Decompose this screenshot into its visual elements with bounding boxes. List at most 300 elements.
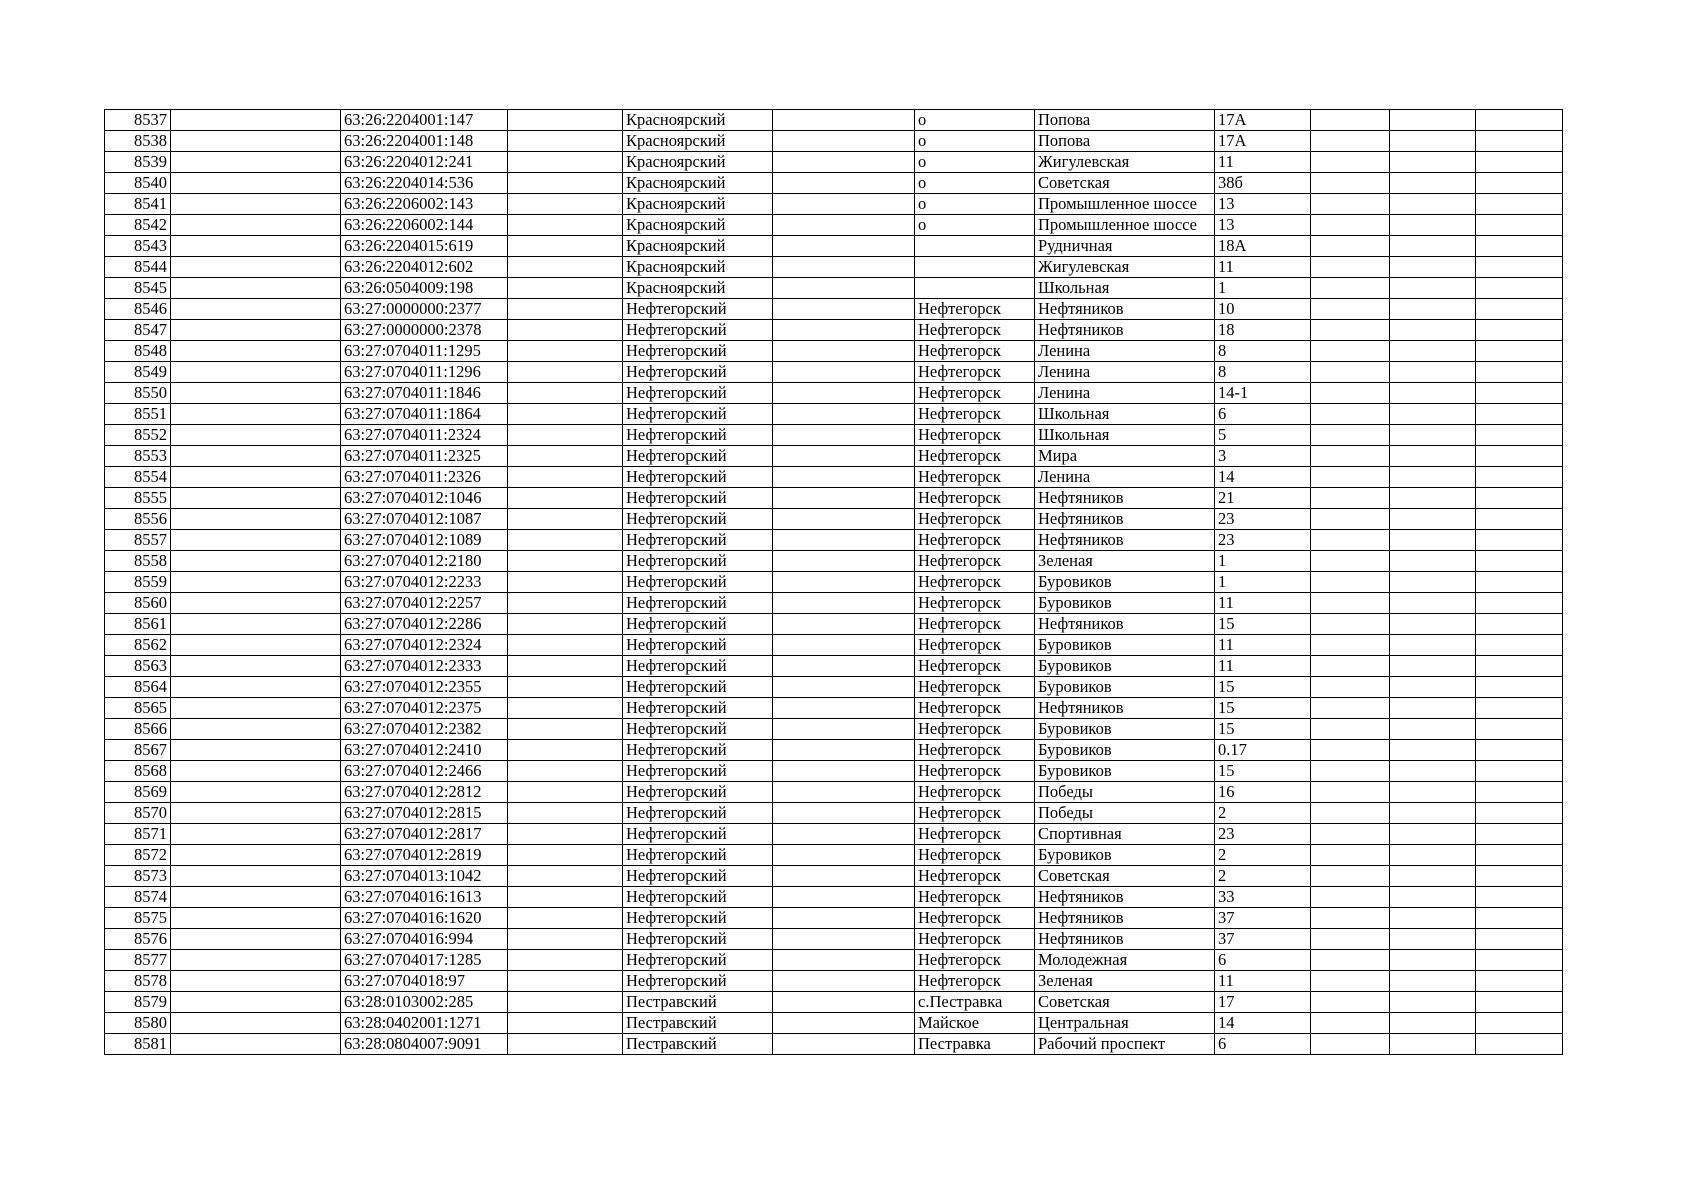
cell-blank-col-b [171,1034,341,1055]
cell-street: Молодежная [1035,950,1215,971]
cell-house-number: 6 [1215,404,1311,425]
cell-blank-col-f [773,257,915,278]
cell-cadastral-number: 63:27:0000000:2378 [341,320,508,341]
cell-street: Советская [1035,992,1215,1013]
cell-blank-col-k [1390,404,1476,425]
cell-house-number: 15 [1215,614,1311,635]
cell-blank-col-f [773,173,915,194]
cell-blank-col-d [508,383,623,404]
cell-house-number: 0.17 [1215,740,1311,761]
cell-blank-col-b [171,803,341,824]
table-row [105,950,1563,971]
cell-locality: Нефтегорск [915,887,1035,908]
cell-locality: с.Пестравка [915,992,1035,1013]
cell-blank-col-l [1476,215,1563,236]
cell-blank-col-j [1311,341,1390,362]
cell-cadastral-number: 63:27:0704012:1087 [341,509,508,530]
cell-district: Нефтегорский [623,971,773,992]
cell-street: Школьная [1035,425,1215,446]
cell-row-number: 8545 [105,278,171,299]
cell-blank-col-d [508,782,623,803]
cell-cadastral-number: 63:27:0704016:1613 [341,887,508,908]
cell-street: Нефтяников [1035,530,1215,551]
cell-blank-col-b [171,719,341,740]
cell-house-number: 11 [1215,152,1311,173]
cell-house-number: 2 [1215,845,1311,866]
cell-blank-col-f [773,341,915,362]
cell-blank-col-f [773,152,915,173]
cell-district: Нефтегорский [623,824,773,845]
cell-cadastral-number: 63:27:0704012:2812 [341,782,508,803]
cell-blank-col-k [1390,173,1476,194]
table-row [105,866,1563,887]
cell-row-number: 8537 [105,110,171,131]
cell-blank-col-d [508,299,623,320]
cell-blank-col-b [171,866,341,887]
cell-street: Буровиков [1035,740,1215,761]
cell-street: Буровиков [1035,656,1215,677]
cell-blank-col-f [773,572,915,593]
cell-blank-col-j [1311,173,1390,194]
cell-cadastral-number: 63:27:0704012:2819 [341,845,508,866]
cell-street: Жигулевская [1035,257,1215,278]
cell-blank-col-l [1476,320,1563,341]
cell-cadastral-number: 63:27:0704012:2286 [341,614,508,635]
cell-blank-col-k [1390,215,1476,236]
cell-house-number: 10 [1215,299,1311,320]
cell-cadastral-number: 63:27:0704012:2333 [341,656,508,677]
cell-blank-col-l [1476,866,1563,887]
cell-blank-col-d [508,761,623,782]
cell-blank-col-j [1311,656,1390,677]
cell-locality [915,257,1035,278]
table-row [105,320,1563,341]
cell-district: Красноярский [623,110,773,131]
cell-blank-col-k [1390,509,1476,530]
cell-locality: Нефтегорск [915,929,1035,950]
cell-street: Мира [1035,446,1215,467]
cell-row-number: 8540 [105,173,171,194]
cell-cadastral-number: 63:27:0704011:1864 [341,404,508,425]
cell-blank-col-d [508,740,623,761]
cell-cadastral-number: 63:27:0704012:2375 [341,698,508,719]
cell-blank-col-j [1311,992,1390,1013]
cell-blank-col-d [508,425,623,446]
cell-blank-col-f [773,887,915,908]
cell-blank-col-b [171,572,341,593]
cell-blank-col-b [171,761,341,782]
cell-blank-col-b [171,929,341,950]
cell-blank-col-l [1476,131,1563,152]
cell-street: Буровиков [1035,761,1215,782]
cell-district: Нефтегорский [623,866,773,887]
cell-locality: Нефтегорск [915,509,1035,530]
cell-locality: Нефтегорск [915,698,1035,719]
cell-blank-col-l [1476,488,1563,509]
cell-blank-col-k [1390,425,1476,446]
cell-blank-col-f [773,194,915,215]
cell-blank-col-j [1311,614,1390,635]
cell-blank-col-l [1476,761,1563,782]
cell-blank-col-j [1311,404,1390,425]
cell-blank-col-b [171,131,341,152]
cell-blank-col-b [171,782,341,803]
cell-blank-col-f [773,719,915,740]
cell-blank-col-j [1311,866,1390,887]
cell-blank-col-j [1311,824,1390,845]
cell-street: Буровиков [1035,845,1215,866]
cell-locality: о [915,131,1035,152]
cell-blank-col-k [1390,194,1476,215]
cell-row-number: 8581 [105,1034,171,1055]
cell-locality: Нефтегорск [915,950,1035,971]
table-row [105,992,1563,1013]
cell-district: Нефтегорский [623,635,773,656]
cell-blank-col-l [1476,383,1563,404]
cell-blank-col-l [1476,719,1563,740]
cell-blank-col-f [773,656,915,677]
table-row [105,236,1563,257]
cell-blank-col-l [1476,236,1563,257]
cell-house-number: 11 [1215,257,1311,278]
cell-house-number: 5 [1215,425,1311,446]
table-row [105,1013,1563,1034]
cell-district: Нефтегорский [623,614,773,635]
cell-street: Ленина [1035,341,1215,362]
cell-street: Победы [1035,803,1215,824]
table-body [105,110,1563,1055]
cell-blank-col-d [508,194,623,215]
cell-blank-col-d [508,131,623,152]
cell-blank-col-f [773,362,915,383]
cell-blank-col-k [1390,614,1476,635]
cell-house-number: 17А [1215,110,1311,131]
cell-blank-col-b [171,950,341,971]
cell-blank-col-f [773,488,915,509]
cell-locality: Нефтегорск [915,971,1035,992]
cell-cadastral-number: 63:27:0704012:2180 [341,551,508,572]
cell-street: Ленина [1035,362,1215,383]
table-row [105,446,1563,467]
cell-street: Буровиков [1035,719,1215,740]
cell-locality: Нефтегорск [915,761,1035,782]
cell-street: Центральная [1035,1013,1215,1034]
cell-blank-col-d [508,509,623,530]
table-row [105,656,1563,677]
cell-blank-col-j [1311,236,1390,257]
cell-locality: Пестравка [915,1034,1035,1055]
cell-house-number: 8 [1215,362,1311,383]
cell-house-number: 17А [1215,131,1311,152]
cell-blank-col-b [171,971,341,992]
cell-house-number: 21 [1215,488,1311,509]
table-row [105,971,1563,992]
cell-district: Нефтегорский [623,698,773,719]
cell-locality: Нефтегорск [915,719,1035,740]
cell-blank-col-j [1311,950,1390,971]
cell-row-number: 8548 [105,341,171,362]
table-row [105,467,1563,488]
table-row [105,110,1563,131]
table-row [105,383,1563,404]
cell-row-number: 8580 [105,1013,171,1034]
cell-house-number: 16 [1215,782,1311,803]
cell-locality: Нефтегорск [915,782,1035,803]
cell-blank-col-j [1311,194,1390,215]
cell-blank-col-j [1311,278,1390,299]
cell-blank-col-f [773,215,915,236]
cell-row-number: 8568 [105,761,171,782]
table-row [105,530,1563,551]
cell-cadastral-number: 63:27:0704011:1295 [341,341,508,362]
cell-locality: о [915,152,1035,173]
cell-blank-col-f [773,698,915,719]
cell-blank-col-d [508,530,623,551]
cell-row-number: 8539 [105,152,171,173]
table-row [105,593,1563,614]
cell-blank-col-b [171,278,341,299]
cell-locality: Нефтегорск [915,404,1035,425]
cell-row-number: 8560 [105,593,171,614]
cell-blank-col-f [773,383,915,404]
cell-blank-col-f [773,467,915,488]
cell-blank-col-b [171,845,341,866]
cell-blank-col-j [1311,320,1390,341]
cell-blank-col-l [1476,404,1563,425]
cell-row-number: 8544 [105,257,171,278]
cell-blank-col-k [1390,278,1476,299]
cell-locality: Нефтегорск [915,635,1035,656]
cell-blank-col-j [1311,845,1390,866]
cell-street: Буровиков [1035,572,1215,593]
cell-cadastral-number: 63:26:2204015:619 [341,236,508,257]
cell-house-number: 37 [1215,908,1311,929]
cell-blank-col-j [1311,530,1390,551]
cell-row-number: 8566 [105,719,171,740]
cell-blank-col-b [171,404,341,425]
cell-blank-col-j [1311,152,1390,173]
cell-district: Нефтегорский [623,908,773,929]
cell-row-number: 8564 [105,677,171,698]
cell-blank-col-k [1390,320,1476,341]
cell-blank-col-b [171,194,341,215]
cell-district: Нефтегорский [623,551,773,572]
cell-blank-col-k [1390,761,1476,782]
cell-street: Советская [1035,173,1215,194]
cell-house-number: 6 [1215,950,1311,971]
cell-district: Нефтегорский [623,845,773,866]
cell-cadastral-number: 63:27:0704012:2466 [341,761,508,782]
cell-blank-col-k [1390,593,1476,614]
cell-blank-col-f [773,950,915,971]
cell-district: Нефтегорский [623,488,773,509]
cell-locality: о [915,215,1035,236]
cell-blank-col-l [1476,509,1563,530]
cell-cadastral-number: 63:26:2204012:602 [341,257,508,278]
cell-blank-col-l [1476,446,1563,467]
cell-cadastral-number: 63:26:2206002:144 [341,215,508,236]
cell-blank-col-k [1390,950,1476,971]
cell-blank-col-k [1390,383,1476,404]
cell-locality: о [915,194,1035,215]
cell-blank-col-d [508,992,623,1013]
cell-blank-col-j [1311,677,1390,698]
cell-cadastral-number: 63:27:0704017:1285 [341,950,508,971]
cell-blank-col-d [508,845,623,866]
cell-locality: Нефтегорск [915,572,1035,593]
cell-street: Нефтяников [1035,614,1215,635]
cell-blank-col-d [508,257,623,278]
cell-blank-col-l [1476,803,1563,824]
cell-blank-col-f [773,299,915,320]
cell-row-number: 8570 [105,803,171,824]
cell-district: Нефтегорский [623,929,773,950]
cell-locality: Нефтегорск [915,467,1035,488]
cell-row-number: 8565 [105,698,171,719]
cell-row-number: 8557 [105,530,171,551]
cell-blank-col-b [171,1013,341,1034]
cell-blank-col-k [1390,467,1476,488]
cell-blank-col-k [1390,488,1476,509]
cell-blank-col-f [773,446,915,467]
cell-locality: о [915,110,1035,131]
table-row [105,1034,1563,1055]
cell-blank-col-d [508,1034,623,1055]
cell-district: Красноярский [623,215,773,236]
cell-district: Пестравский [623,1034,773,1055]
cell-blank-col-l [1476,593,1563,614]
cell-district: Красноярский [623,173,773,194]
cell-house-number: 11 [1215,593,1311,614]
table-row [105,740,1563,761]
table-row [105,761,1563,782]
cell-blank-col-k [1390,803,1476,824]
cell-blank-col-j [1311,698,1390,719]
cell-cadastral-number: 63:26:2206002:143 [341,194,508,215]
cell-blank-col-l [1476,698,1563,719]
cell-blank-col-f [773,971,915,992]
cell-blank-col-b [171,320,341,341]
cell-blank-col-b [171,383,341,404]
cell-locality: Нефтегорск [915,551,1035,572]
cell-blank-col-k [1390,887,1476,908]
cell-blank-col-j [1311,383,1390,404]
cell-blank-col-l [1476,152,1563,173]
cell-blank-col-k [1390,341,1476,362]
table-row [105,803,1563,824]
cell-cadastral-number: 63:26:2204012:241 [341,152,508,173]
cell-blank-col-l [1476,572,1563,593]
cell-district: Нефтегорский [623,341,773,362]
cell-district: Красноярский [623,236,773,257]
table-row [105,362,1563,383]
cell-blank-col-d [508,215,623,236]
cell-blank-col-b [171,887,341,908]
table-row [105,845,1563,866]
cell-row-number: 8551 [105,404,171,425]
cell-blank-col-d [508,656,623,677]
cell-blank-col-b [171,509,341,530]
cell-blank-col-f [773,320,915,341]
cell-blank-col-d [508,614,623,635]
cell-cadastral-number: 63:27:0704012:2382 [341,719,508,740]
table-row [105,614,1563,635]
cell-house-number: 23 [1215,824,1311,845]
cell-blank-col-l [1476,950,1563,971]
cell-cadastral-number: 63:27:0704012:1046 [341,488,508,509]
cell-blank-col-j [1311,257,1390,278]
cell-house-number: 18 [1215,320,1311,341]
cell-cadastral-number: 63:27:0704012:2817 [341,824,508,845]
cell-street: Рудничная [1035,236,1215,257]
cell-street: Нефтяников [1035,698,1215,719]
cell-street: Промышленное шоссе [1035,194,1215,215]
cell-blank-col-j [1311,215,1390,236]
table-row [105,131,1563,152]
cell-blank-col-f [773,740,915,761]
cell-house-number: 23 [1215,530,1311,551]
cell-blank-col-f [773,992,915,1013]
cell-locality: Майское [915,1013,1035,1034]
cell-blank-col-j [1311,719,1390,740]
cell-row-number: 8577 [105,950,171,971]
cell-row-number: 8542 [105,215,171,236]
cell-district: Нефтегорский [623,446,773,467]
cell-locality: о [915,173,1035,194]
cell-cadastral-number: 63:27:0704012:2324 [341,635,508,656]
cell-blank-col-k [1390,362,1476,383]
cell-blank-col-b [171,908,341,929]
cell-blank-col-b [171,614,341,635]
cell-blank-col-f [773,761,915,782]
cell-house-number: 15 [1215,761,1311,782]
cell-cadastral-number: 63:27:0000000:2377 [341,299,508,320]
cell-blank-col-b [171,824,341,845]
cell-blank-col-b [171,467,341,488]
cell-blank-col-k [1390,299,1476,320]
table-row [105,719,1563,740]
cell-blank-col-l [1476,257,1563,278]
cell-blank-col-l [1476,614,1563,635]
cell-blank-col-b [171,593,341,614]
cell-blank-col-d [508,593,623,614]
cell-district: Нефтегорский [623,404,773,425]
cell-street: Нефтяников [1035,320,1215,341]
cell-cadastral-number: 63:26:2204001:147 [341,110,508,131]
cell-locality [915,278,1035,299]
cell-house-number: 2 [1215,866,1311,887]
cell-blank-col-f [773,803,915,824]
cell-blank-col-l [1476,824,1563,845]
cell-street: Нефтяников [1035,299,1215,320]
cell-district: Нефтегорский [623,782,773,803]
cell-locality: Нефтегорск [915,530,1035,551]
cell-blank-col-k [1390,677,1476,698]
cell-blank-col-k [1390,719,1476,740]
table-row [105,488,1563,509]
cell-street: Промышленное шоссе [1035,215,1215,236]
cell-cadastral-number: 63:27:0704016:1620 [341,908,508,929]
table-row [105,887,1563,908]
cell-district: Нефтегорский [623,467,773,488]
cell-blank-col-j [1311,572,1390,593]
cell-blank-col-j [1311,551,1390,572]
cell-blank-col-j [1311,761,1390,782]
cell-blank-col-l [1476,635,1563,656]
cell-blank-col-k [1390,845,1476,866]
cell-blank-col-j [1311,509,1390,530]
cell-locality: Нефтегорск [915,299,1035,320]
